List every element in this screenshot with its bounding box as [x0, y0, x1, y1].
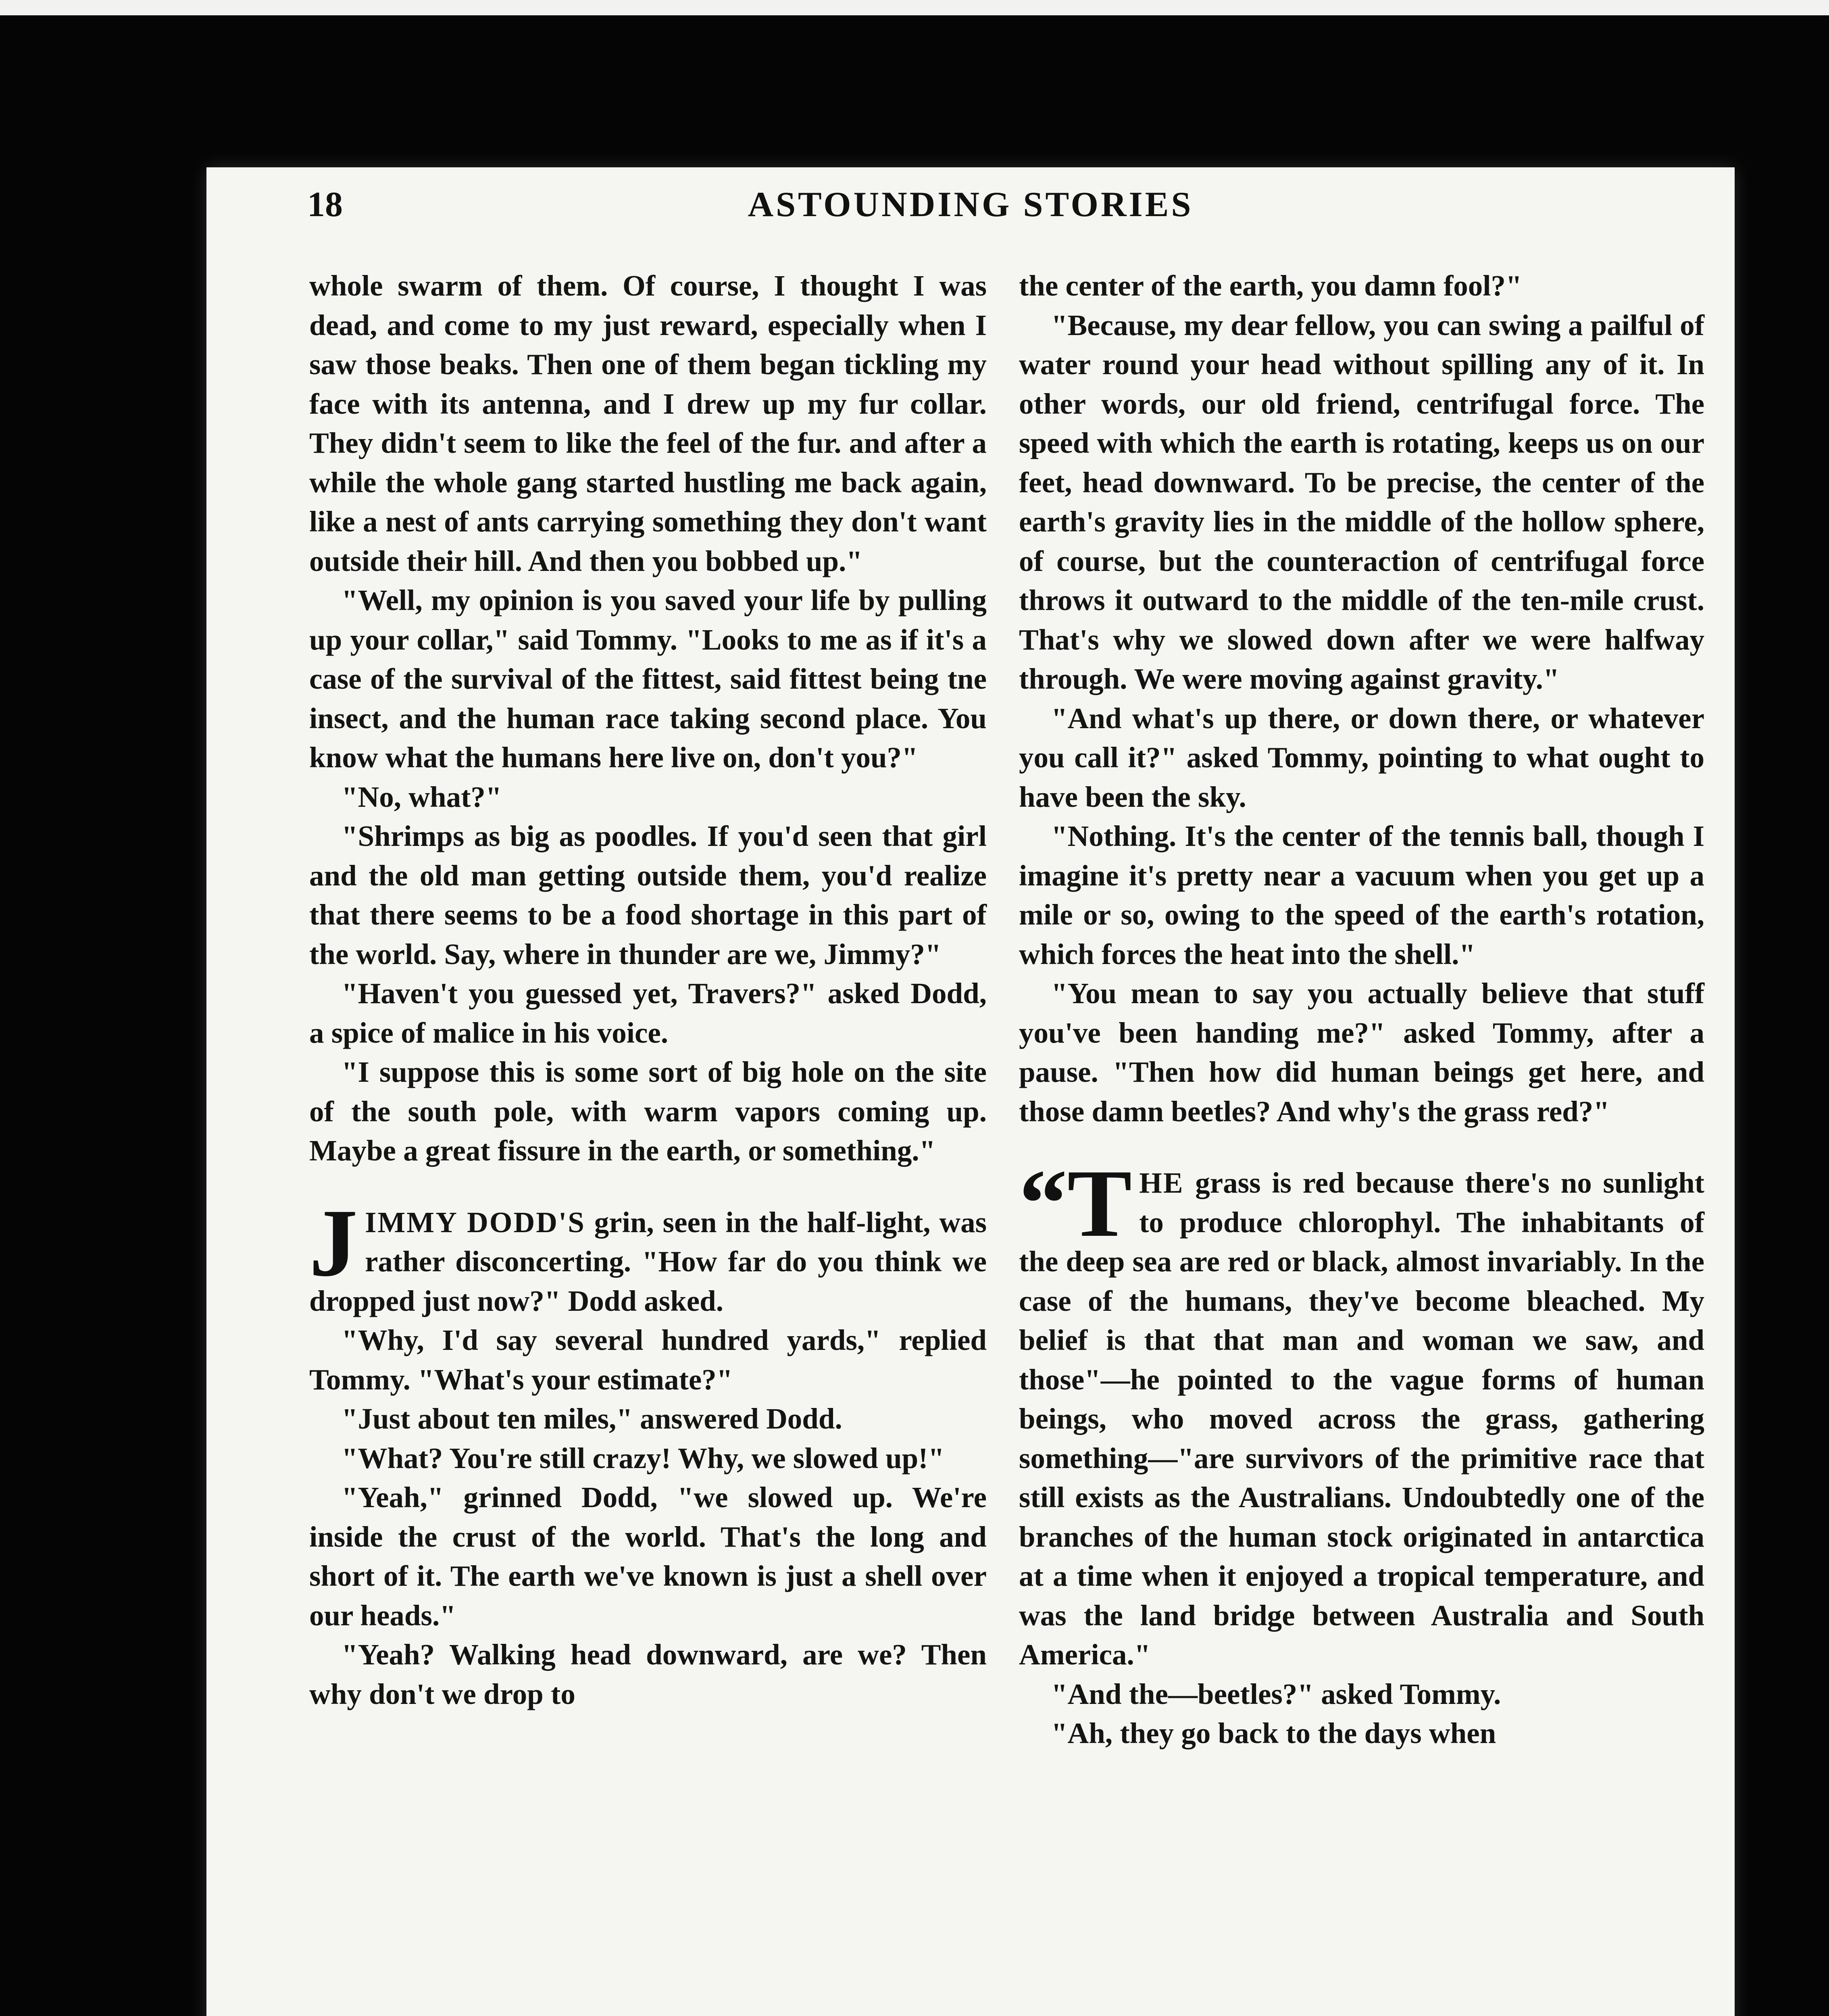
paragraph: the center of the earth, you damn fool?" [1019, 269, 1522, 302]
paragraph: "Nothing. It's the center of the tennis ball, though I imagine it's pretty near a vacuum when you get up a mile or so, owing to the speed of the earth's rotation, which forces the heat into the shell." [1019, 820, 1704, 971]
paragraph: "I suppose this is some sort of big hole on the site of the south pole, with warm vapors coming up. Maybe a great fissure in the earth, or something." [309, 1056, 987, 1167]
paragraph: "Yeah? Walking head downward, are we? Then why don't we drop to [309, 1638, 987, 1710]
magazine-page [206, 167, 1735, 2016]
section-opening [1019, 1150, 1704, 1674]
drop-cap: “T [1019, 1150, 1132, 1257]
paragraph: "Shrimps as big as poodles. If you'd seen that girl and the old man getting outside them, you'd realize that there seems to be a food shortage in this part of the world. Say, where in thunder are we, Jimmy?" [309, 820, 987, 971]
paragraph: "No, what?" [342, 780, 502, 813]
lead-in: IMMY DODD'S [365, 1206, 585, 1239]
scan-border [0, 0, 1829, 15]
paragraph: "You mean to say you actually believe that stuff you've been handing me?" asked Tommy, after a pause. "Then how did human beings get here, and those damn beetles? And why's the grass red?" [1019, 977, 1704, 1128]
paragraph: "What? You're still crazy! Why, we slowed up!" [342, 1441, 945, 1475]
paragraph-text: grass is red because there's no sunlight to produce chlorophyl. The inhabitants of the deep sea are red or black, almost invariably. In the case of the humans, they've become bleached. My belief is that that man and woman we saw, and those"—he pointed to the vague forms of human beings, who moved across the grass, gathering something—"are survivors of the primitive race that still exists as the Australians. Undoubtedly one of the branches of the human stock originated in antarctica at a time when it enjoyed a tropical temperature, and was the land bridge between Australia and South America." [1019, 1166, 1704, 1671]
paragraph: "Well, my opinion is you saved your life by pulling up your collar," said Tommy. "Looks to me as if it's a case of the survival of the fittest, said fittest being tne insect, and the human race taking second place. You know what the humans here live on, don't you?" [309, 584, 987, 774]
paragraph-text: grin, seen in the half-light, was rather disconcerting. "How far do you think we dropped just now?" Dodd asked. [309, 1206, 987, 1317]
paragraph: "And what's up there, or down there, or whatever you call it?" asked Tommy, pointing to what ought to have been the sky. [1019, 702, 1704, 813]
paragraph: "Ah, they go back to the days when [1051, 1717, 1496, 1749]
paragraph: "Just about ten miles," answered Dodd. [342, 1402, 842, 1435]
lead-in: HE [1139, 1166, 1184, 1199]
paragraph: "Yeah," grinned Dodd, "we slowed up. We're inside the crust of the world. That's the long and short of it. The earth we've known is just a shell over our heads." [309, 1481, 987, 1632]
paragraph: "Why, I'd say several hundred yards," replied Tommy. "What's your estimate?" [309, 1324, 987, 1396]
right-column [1019, 266, 1704, 1753]
page-header [206, 184, 1735, 229]
running-head: ASTOUNDING STORIES [748, 185, 1194, 224]
paragraph: "And the—beetles?" asked Tommy. [1051, 1677, 1501, 1710]
page-number: 18 [307, 185, 343, 224]
drop-cap: J [309, 1189, 358, 1296]
paragraph: "Because, my dear fellow, you can swing a pailful of water round your head without spilling any of it. In other words, our old friend, centrifugal force. The speed with which the earth is rotating, keeps us on our feet, head downward. To be precise, the center of the earth's gravity lies in the middle of the hollow sphere, of course, but the counteraction of centrifugal force throws it outward to the middle of the ten-mile crust. That's why we slowed down after we were halfway through. We were moving against gravity." [1019, 308, 1704, 695]
left-column [309, 266, 987, 1714]
paragraph: "Haven't you guessed yet, Travers?" asked Dodd, a spice of malice in his voice. [309, 977, 987, 1049]
section-opening [309, 1189, 987, 1321]
paragraph: whole swarm of them. Of course, I thought I was dead, and come to my just reward, especially when I saw those beaks. Then one of them began tickling my face with its antenna, and I drew up my fur collar. They didn't seem to like the feel of the fur. and after a while the whole gang started hustling me back again, like a nest of ants carrying something they don't want outside their hill. And then you bobbed up." [309, 269, 987, 577]
